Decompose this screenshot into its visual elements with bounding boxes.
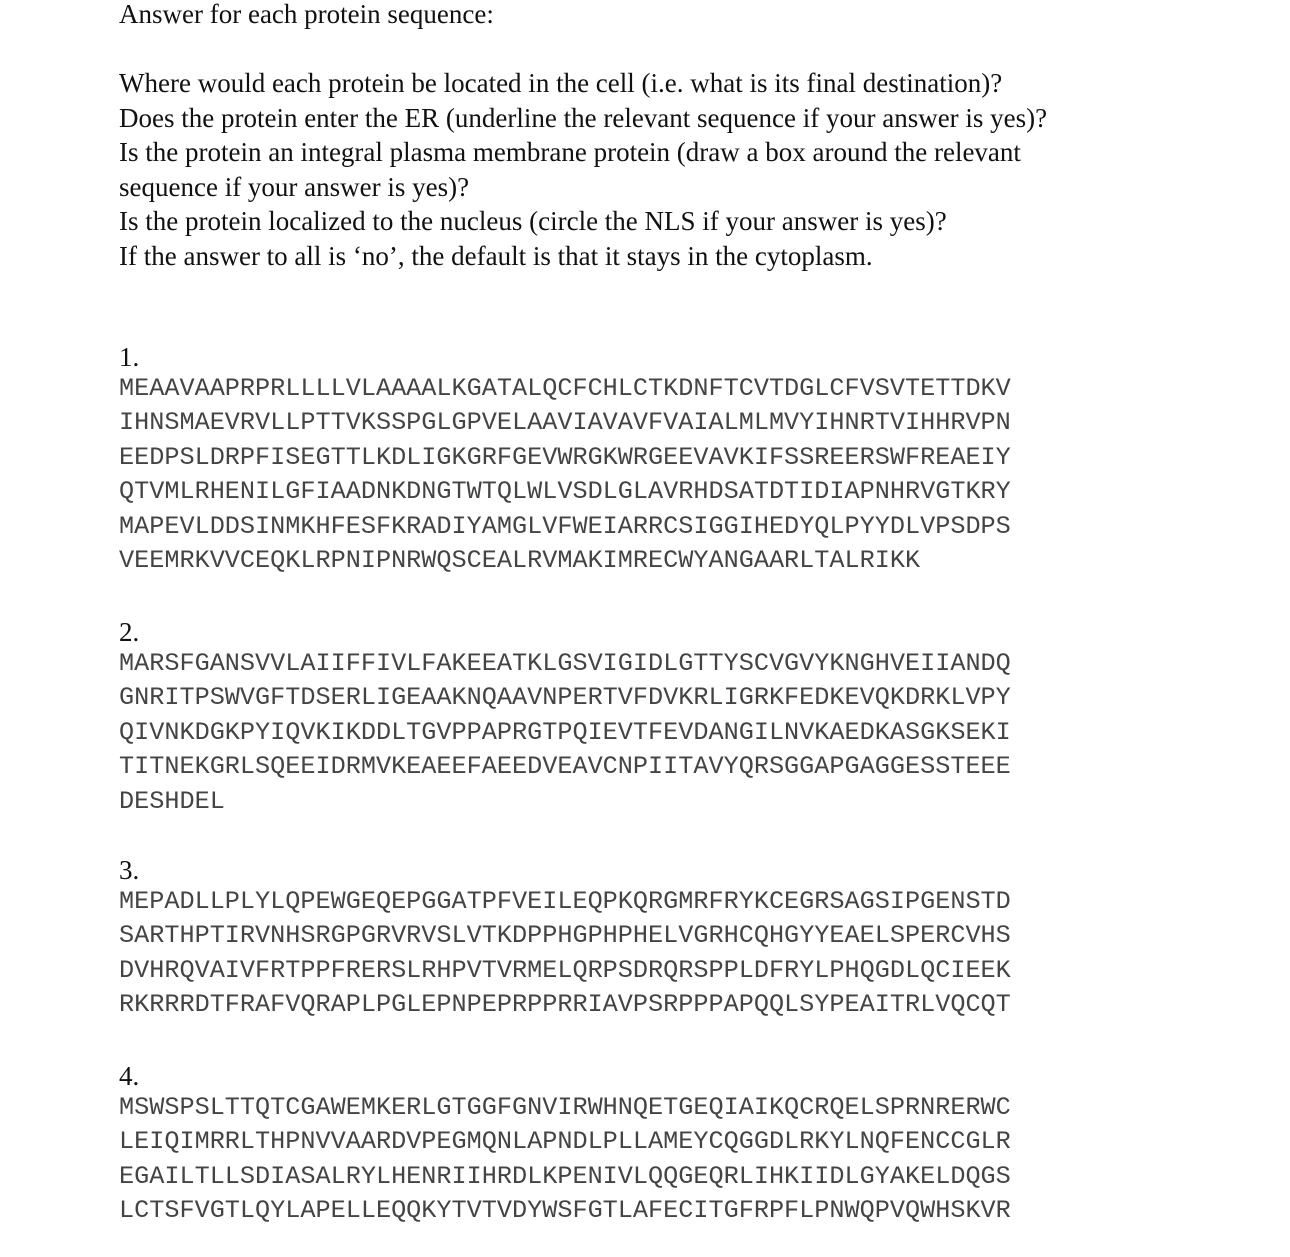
- instruction-line: sequence if your answer is yes)?: [119, 171, 470, 202]
- protein-block-3: [119, 855, 1011, 1023]
- sequence-line: MAPEVLDDSINMKHFESFKRADIYAMGLVFWEIARRCSIGGIHEDYQLPYYDLVPSDPS: [119, 511, 1011, 541]
- instruction-line: Is the protein an integral plasma membrane protein (draw a box around the relevant: [119, 137, 1021, 168]
- sequence-line: MARSFGANSVVLAIIFFIVLFAKEEATKLGSVIGIDLGTTYSCVGVYKNGHVEIIANDQ: [119, 649, 1011, 678]
- instruction-line: Does the protein enter the ER (underline the relevant sequence if your answer is yes)?: [119, 102, 1048, 133]
- sequence-line: MEAAVAAPRPRLLLLVLAAAALKGATALQCFCHLCTKDNFTCVTDGLCFVSVTETTDKV: [119, 374, 1011, 403]
- instructions: [119, 66, 1239, 274]
- protein-number: 4.: [119, 1061, 140, 1091]
- sequence-line: MSWSPSLTTQTCGAWEMKERLGTGGFGNVIRWHNQETGEQIAIKQCRQELSPRNRERWC: [119, 1093, 1011, 1122]
- sequence-line: EEDPSLDRPFISEGTTLKDLIGKGRFGEVWRGKWRGEEVAVKIFSSREERSWFREAEIY: [119, 442, 1011, 472]
- protein-number: 3.: [119, 855, 140, 885]
- instruction-line: Is the protein localized to the nucleus (circle the NLS if your answer is yes)?: [119, 206, 947, 237]
- sequence-line: LCTSFVGTLQYLAPELLEQQKYTVTVDYWSFGTLAFECITGFRPFLPNWQPVQWHSKVR: [119, 1196, 1011, 1226]
- sequence-line: MEPADLLPLYLQPEWGEQEPGGATPFVEILEQPKQRGMRFRYKCEGRSAGSIPGENSTD: [119, 887, 1011, 916]
- sequence-line: DESHDEL: [119, 786, 225, 816]
- page-heading: Answer for each protein sequence:: [119, 0, 494, 29]
- protein-block-2: [119, 617, 1011, 819]
- sequence-line: VEEMRKVVCEQKLRPNIPNRWQSCEALRVMAKIMRECWYANGAARLTALRIKK: [119, 546, 921, 576]
- protein-number: 1.: [119, 342, 140, 372]
- protein-sequence: [119, 647, 1011, 819]
- protein-sequence: [119, 885, 1011, 1023]
- sequence-line: QTVMLRHENILGFIAADNKDNGTWTQLWLVSDLGLAVRHDSATDTIDIAPNHRVGTKRY: [119, 477, 1011, 507]
- sequence-line: EGAILTLLSDIASALRYLHENRIIHRDLKPENIVLQQGEQRLIHKIIDLGYAKELDQGS: [119, 1161, 1011, 1191]
- sequence-line: IHNSMAEVRVLLPTTVKSSPGLGPVELAAVIAVAVFVAIALMLMVYIHNRTVIHHRVPN: [119, 408, 1011, 438]
- sequence-line: LEIQIMRRLTHPNVVAARDVPEGMQNLAPNDLPLLAMEYCQGGDLRKYLNQFENCCGLR: [119, 1127, 1011, 1157]
- protein-sequence: [119, 372, 1011, 578]
- instruction-line: Where would each protein be located in the cell (i.e. what is its final destination)?: [119, 68, 1003, 98]
- protein-sequence: [119, 1091, 1011, 1229]
- sequence-line: RKRRRDTFRAFVQRAPLPGLEPNPEPRPPRRIAVPSRPPPAPQQLSYPEAITRLVQCQT: [119, 990, 1011, 1020]
- worksheet-page: [119, 0, 1239, 1226]
- sequence-line: SARTHPTIRVNHSRGPGRVRVSLVTKDPPHGPHPHELVGRHCQHGYYEAELSPERCVHS: [119, 921, 1011, 951]
- sequence-line: TITNEKGRLSQEEIDRMVKEAEEFAEEDVEAVCNPIITAVYQRSGGAPGAGGESSTEEE: [119, 752, 1011, 782]
- sequence-line: GNRITPSWVGFTDSERLIGEAAKNQAAVNPERTVFDVKRLIGRKFEDKEVQKDRKLVPY: [119, 683, 1011, 713]
- sequence-line: QIVNKDGKPYIQVKIKDDLTGVPPAPRGTPQIEVTFEVDANGILNVKAEDKASGKSEKI: [119, 717, 1011, 747]
- sequence-line: DVHRQVAIVFRTPPFRERSLRHPVTVRMELQRPSDRQRSPPLDFRYLPHQGDLQCIEEK: [119, 955, 1011, 985]
- protein-number: 2.: [119, 617, 140, 647]
- instruction-line: If the answer to all is ‘no’, the default is that it stays in the cytoplasm.: [119, 240, 873, 271]
- protein-block-1: [119, 342, 1011, 578]
- protein-block-4: [119, 1061, 1011, 1229]
